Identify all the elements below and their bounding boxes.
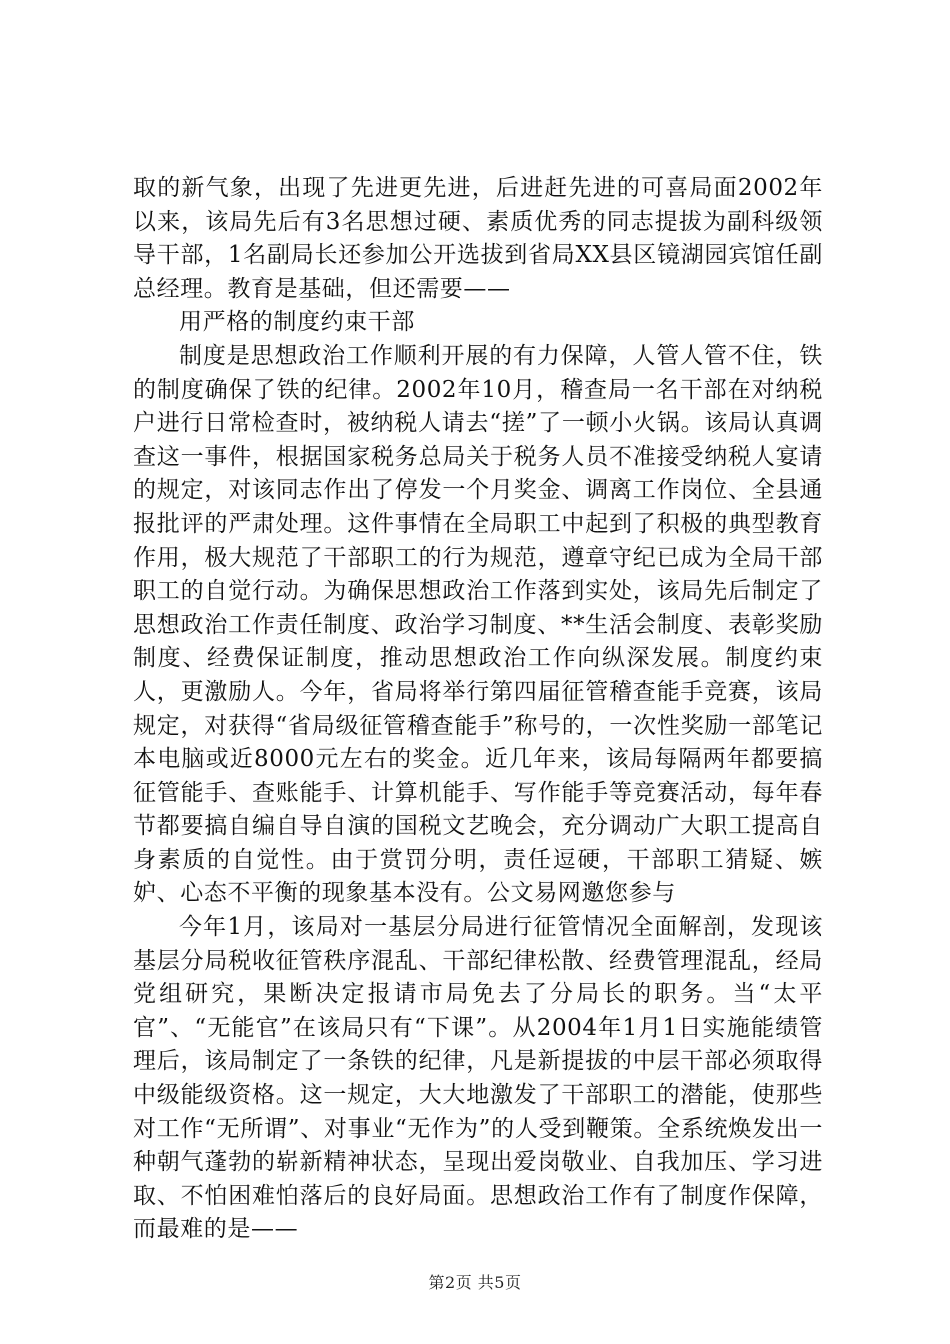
body-text xyxy=(133,172,823,1247)
section-heading: 用严格的制度约束干部 xyxy=(179,309,415,336)
paragraph-intro: 取的新气象，出现了先进更先进，后进赶先进的可喜局面2002年以来，该局先后有3名思想过硬、素质优秀的同志提拔为副科级领导干部，1名副局长还参加公开选拔到省局XX县区镜湖园宾馆任副总经理。教育是基础，但还需要—— xyxy=(133,175,823,302)
page-footer: 第2页 共5页 xyxy=(428,1273,522,1292)
paragraph-discipline: 今年1月，该局对一基层分局进行征管情况全面解剖，发现该基层分局税收征管秩序混乱、干部纪律松散、经费管理混乱，经局党组研究，果断决定报请市局免去了分局长的职务。当“太平官”、“无能官”在该局只有“下课”。从2004年1月1日实施能绩管理后，该局制定了一条铁的纪律，凡是新提拔的中层干部必须取得中级能级资格。这一规定，大大地激发了干部职工的潜能，使那些对工作“无所谓”、对事业“无作为”的人受到鞭策。全系统焕发出一种朝气蓬勃的崭新精神状态，呈现出爱岗敬业、自我加压、学习进取、不怕困难怕落后的良好局面。思想政治工作有了制度作保障，而最难的是—— xyxy=(133,914,823,1243)
paragraph-system: 制度是思想政治工作顺利开展的有力保障，人管人管不住，铁的制度确保了铁的纪律。2002年10月，稽查局一名干部在对纳税户进行日常检查时，被纳税人请去“搓”了一顿小火锅。该局认真调查这一事件，根据国家税务总局关于税务人员不准接受纳税人宴请的规定，对该同志作出了停发一个月奖金、调离工作岗位、全县通报批评的严肃处理。这件事情在全局职工中起到了积极的典型教育作用，极大规范了干部职工的行为规范，遵章守纪已成为全局干部职工的自觉行动。为确保思想政治工作落到实处，该局先后制定了思想政治工作责任制度、政治学习制度、**生活会制度、表彰奖励制度、经费保证制度，推动思想政治工作向纵深发展。制度约束人，更激励人。今年，省局将举行第四届征管稽查能手竞赛，该局规定，对获得“省局级征管稽查能手”称号的，一次性奖励一部笔记本电脑或近8000元左右的奖金。近几年来，该局每隔两年都要搞征管能手、查账能手、计算机能手、写作能手等竞赛活动，每年春节都要搞自编自导自演的国税文艺晚会，充分调动广大职工提高自身素质的自觉性。由于赏罚分明，责任逗硬，干部职工猜疑、嫉妒、心态不平衡的现象基本没有。公文易网邀您参与 xyxy=(133,342,823,907)
